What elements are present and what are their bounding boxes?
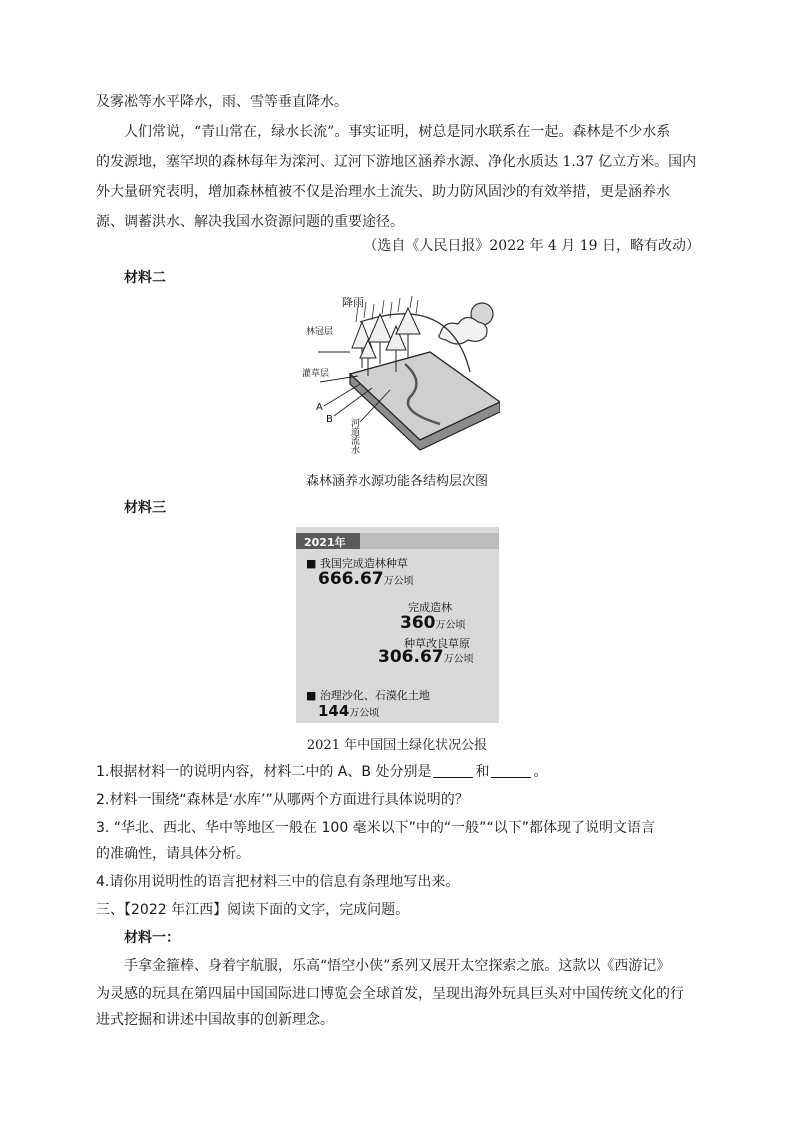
label-a: A bbox=[316, 402, 323, 413]
question-2: 2.材料一围绕“森林是‘水库’”从哪两个方面进行具体说明的？ bbox=[96, 792, 469, 808]
forest-water-diagram bbox=[300, 292, 500, 460]
label-b: B bbox=[326, 414, 333, 425]
rain-label: 降雨 bbox=[342, 296, 364, 309]
question-4: 4.请你用说明性的语言把材料三中的信息有条理地写出来。 bbox=[96, 874, 460, 890]
answer-blank[interactable] bbox=[491, 763, 531, 778]
item2-value: 360万公顷 bbox=[400, 613, 466, 633]
figure-caption: 2021 年中国国土绿化状况公报 bbox=[306, 738, 488, 753]
item3-label: 种草改良草原 bbox=[404, 637, 470, 650]
question-3: 3. “华北、西北、华中等地区一般在 100 毫米以下”中的“一般”“以下”都体现了说明文语言 bbox=[96, 820, 655, 836]
item4-label: ■ 治理沙化、石漠化土地 bbox=[306, 689, 430, 702]
material-one-heading: 材料一： bbox=[124, 930, 180, 946]
item1-label: ■ 我国完成造林种草 bbox=[306, 557, 408, 570]
paragraph-line: 进式挖掘和讲述中国故事的创新理念。 bbox=[96, 1012, 334, 1028]
paragraph-line: 手拿金箍棒、身着宇航服，乐高“悟空小侠”系列又展开太空探索之旅。这款以《西游记》 bbox=[124, 958, 671, 974]
section-three-heading: 三、【2022 年江西】阅读下面的文字，完成问题。 bbox=[96, 902, 410, 918]
shrub-label: 灌草层 bbox=[302, 369, 330, 379]
item3-value: 306.67万公顷 bbox=[378, 647, 474, 667]
question-1: 1.根据材料一的说明内容，材料二中的 A、B 处分别是 和 。 bbox=[96, 764, 548, 780]
item4-value: 144万公顷 bbox=[318, 702, 380, 720]
paragraph-line: 外大量研究表明，增加森林植被不仅是治理水土流失、助力防风固沙的有效举措，更是涵养水 bbox=[96, 184, 670, 200]
material-three-heading: 材料三 bbox=[124, 500, 166, 516]
figure-caption: 森林涵养水源功能各结构层次图 bbox=[305, 474, 488, 489]
paragraph-line: 及雾凇等水平降水，雨、雪等垂直降水。 bbox=[96, 94, 348, 110]
paragraph-line: 为灵感的玩具在第四届中国国际进口博览会全球首发，呈现出海外玩具巨头对中国传统文化的行 bbox=[96, 986, 684, 1002]
year-label: 2021年 bbox=[304, 536, 346, 549]
greening-report-figure bbox=[296, 527, 499, 723]
river-label: 河道流水 bbox=[349, 418, 359, 454]
question-3-cont: 的准确性，请具体分析。 bbox=[96, 846, 250, 862]
source-citation: （选自《人民日报》2022 年 4 月 19 日，略有改动） bbox=[363, 238, 700, 254]
item1-value: 666.67万公顷 bbox=[318, 569, 414, 589]
material-two-heading: 材料二 bbox=[124, 270, 166, 286]
paragraph-line: 源、调蓄洪水、解决我国水资源问题的重要途径。 bbox=[96, 214, 404, 230]
answer-blank[interactable] bbox=[433, 763, 473, 778]
paragraph-line: 人们常说，“青山常在，绿水长流”。事实证明，树总是同水联系在一起。森林是不少水系 bbox=[124, 124, 671, 140]
forest-diagram-svg bbox=[300, 292, 500, 460]
paragraph-line: 的发源地，塞罕坝的森林每年为滦河、辽河下游地区涵养水源、净化水质达 1.37 亿立方米。国内 bbox=[96, 154, 697, 170]
canopy-label: 林冠层 bbox=[306, 327, 334, 337]
item2-label: 完成造林 bbox=[408, 601, 452, 614]
